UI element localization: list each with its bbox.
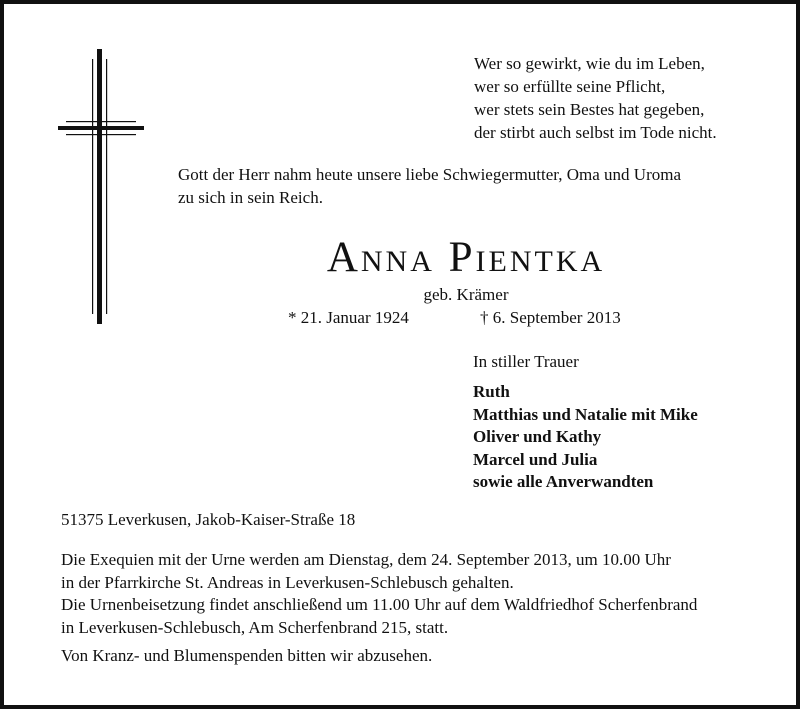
- intro-line: Gott der Herr nahm heute unsere liebe Schwiegermutter, Oma und Uroma: [178, 165, 682, 184]
- death-date: † 6. September 2013: [480, 308, 621, 327]
- intro-line: zu sich in sein Reich.: [178, 188, 323, 207]
- birth-name: geb. Krämer: [423, 285, 509, 304]
- mourner: sowie alle Anverwandten: [473, 472, 654, 491]
- mourner: Matthias und Natalie mit Mike: [473, 404, 698, 424]
- mourner: Ruth: [473, 382, 510, 401]
- service-line: Die Exequien mit der Urne werden am Dienstag, dem 24. September 2013, um 10.00 Uhr: [61, 550, 671, 569]
- service-line: Die Urnenbeisetzung findet anschließend um 11.00 Uhr auf dem Waldfriedhof Scherfenbrand: [61, 595, 698, 614]
- mourners-heading: In stiller Trauer: [473, 352, 579, 371]
- poem-line: wer stets sein Bestes hat gegeben,: [474, 100, 705, 119]
- deceased-name: Anna Pientka: [326, 234, 606, 281]
- poem: [474, 52, 717, 144]
- poem-line: der stirbt auch selbst im Tode nicht.: [474, 123, 717, 142]
- mourner: Marcel und Julia: [473, 449, 598, 469]
- mourner: Oliver und Kathy: [473, 427, 602, 446]
- address: 51375 Leverkusen, Jakob-Kaiser-Straße 18: [61, 510, 356, 529]
- service-details: [61, 549, 697, 639]
- mourners-list: [473, 381, 698, 494]
- poem-line: Wer so gewirkt, wie du im Leben,: [474, 54, 705, 73]
- intro-text: [178, 163, 681, 209]
- birth-date: * 21. Januar 1924: [288, 308, 409, 327]
- poem-line: wer so erfüllte seine Pflicht,: [474, 77, 666, 96]
- service-line: in Leverkusen-Schlebusch, Am Scherfenbrand 215, statt.: [61, 617, 449, 637]
- closing-note: Von Kranz- und Blumenspenden bitten wir abzusehen.: [61, 646, 433, 665]
- service-line: in der Pfarrkirche St. Andreas in Leverkusen-Schlebusch gehalten.: [61, 572, 514, 592]
